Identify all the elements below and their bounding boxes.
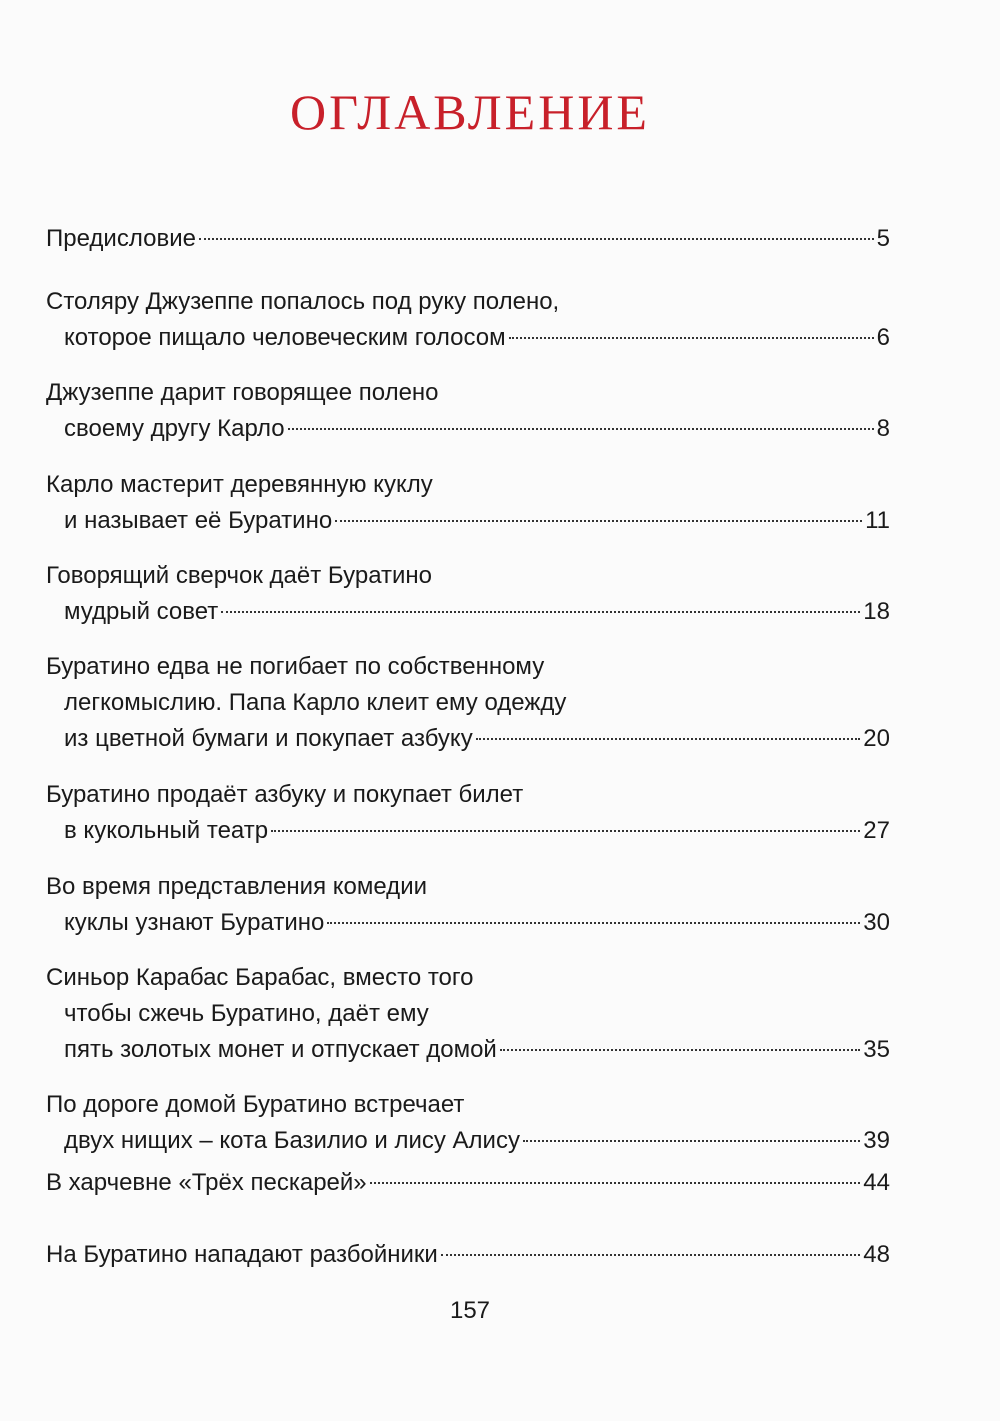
- toc-entry-title-line: Буратино едва не погибает по собственному: [46, 653, 545, 680]
- dot-leader: [523, 1139, 860, 1142]
- toc-entry-row: [46, 813, 890, 849]
- dot-leader: [199, 237, 874, 240]
- page-title: ОГЛАВЛЕНИЕ: [290, 84, 650, 140]
- toc-entry-row: [46, 221, 890, 257]
- toc-entry[interactable]: [46, 558, 890, 630]
- toc-entry-title-line: в кукольный театр: [64, 817, 269, 844]
- toc-entry-title-line: из цветной бумаги и покупает азбуку: [64, 725, 473, 752]
- toc-entry-row: [46, 1165, 890, 1201]
- toc-entry-title-line: своему другу Карло: [64, 415, 285, 442]
- dot-leader: [441, 1253, 861, 1256]
- toc-entry-title-line: пять золотых монет и отпускает домой: [64, 1036, 497, 1063]
- toc-entry-title-line: мудрый совет: [64, 598, 219, 625]
- toc-entry-title-line: которое пищало человеческим голосом: [64, 324, 506, 351]
- toc-entry-page: 35: [863, 1036, 890, 1063]
- toc-entry[interactable]: [46, 1237, 890, 1273]
- toc-entry-title-line: легкомыслию. Папа Карло клеит ему одежду: [64, 689, 567, 716]
- toc-entry-title-line: На Буратино нападают разбойники: [46, 1241, 438, 1268]
- toc-entry-title-line: и называет её Буратино: [64, 507, 333, 534]
- toc-entry-page: 27: [863, 817, 890, 844]
- toc-entry-title-line: куклы узнают Буратино: [64, 909, 325, 936]
- dot-leader: [271, 829, 860, 832]
- toc-entry-title-line: Джузеппе дарит говорящее полено: [46, 379, 439, 406]
- dot-leader: [327, 921, 860, 924]
- dot-leader: [288, 427, 874, 430]
- toc-entry-page: 30: [863, 909, 890, 936]
- toc-entry-row: [46, 905, 890, 941]
- toc-entry-title-line: В харчевне «Трёх пескарей»: [46, 1169, 367, 1196]
- toc-entry-row: [46, 1237, 890, 1273]
- page-number: 157: [449, 1297, 491, 1324]
- toc-entry[interactable]: [46, 221, 890, 257]
- dot-leader: [335, 519, 862, 522]
- toc-entry-title-line: Говорящий сверчок даёт Буратино: [46, 562, 433, 589]
- toc-entry-title-line: Предисловие: [46, 225, 196, 252]
- toc-entry-row: [46, 594, 890, 630]
- toc-entry[interactable]: [46, 777, 890, 849]
- toc-entry[interactable]: [46, 375, 890, 447]
- toc-entry-page: 8: [876, 415, 890, 442]
- toc-entry[interactable]: [46, 1165, 890, 1201]
- toc-entry-title-line: Синьор Карабас Барабас, вместо того: [46, 964, 474, 991]
- dot-leader: [509, 336, 874, 339]
- toc-entry-title-line: двух нищих – кота Базилио и лису Алису: [64, 1127, 520, 1154]
- toc-entry[interactable]: [46, 1087, 890, 1159]
- toc-entry-row: [46, 320, 890, 356]
- toc-entry-page: 5: [876, 225, 890, 252]
- dot-leader: [476, 737, 861, 740]
- toc-entry-page: 20: [863, 725, 890, 752]
- toc-entry-page: 44: [863, 1169, 890, 1196]
- toc-entry-title-line: чтобы сжечь Буратино, даёт ему: [64, 1000, 429, 1027]
- toc-entry-page: 11: [865, 507, 890, 534]
- dot-leader: [500, 1048, 860, 1051]
- toc-entry[interactable]: [46, 649, 890, 757]
- dot-leader: [221, 610, 860, 613]
- toc-entry-row: [46, 1032, 890, 1068]
- dot-leader: [370, 1181, 861, 1184]
- toc-entry-row: [46, 1123, 890, 1159]
- toc-entry-title-line: По дороге домой Буратино встречает: [46, 1091, 465, 1118]
- toc-entry[interactable]: [46, 467, 890, 539]
- toc-entry-row: [46, 411, 890, 447]
- toc-entry-page: 39: [863, 1127, 890, 1154]
- toc-entry[interactable]: [46, 284, 890, 356]
- toc-entry-row: [46, 721, 890, 757]
- toc-entry-page: 18: [863, 598, 890, 625]
- toc-entry[interactable]: [46, 869, 890, 941]
- toc-entry-title-line: Карло мастерит деревянную куклу: [46, 471, 433, 498]
- toc-entry[interactable]: [46, 960, 890, 1068]
- toc-entry-title-line: Столяру Джузеппе попалось под руку полено,: [46, 288, 560, 315]
- toc-entry-row: [46, 503, 890, 539]
- toc-entry-page: 6: [876, 324, 890, 351]
- toc-entry-title-line: Во время представления комедии: [46, 873, 427, 900]
- toc-entry-title-line: Буратино продаёт азбуку и покупает билет: [46, 781, 524, 808]
- toc-entry-page: 48: [863, 1241, 890, 1268]
